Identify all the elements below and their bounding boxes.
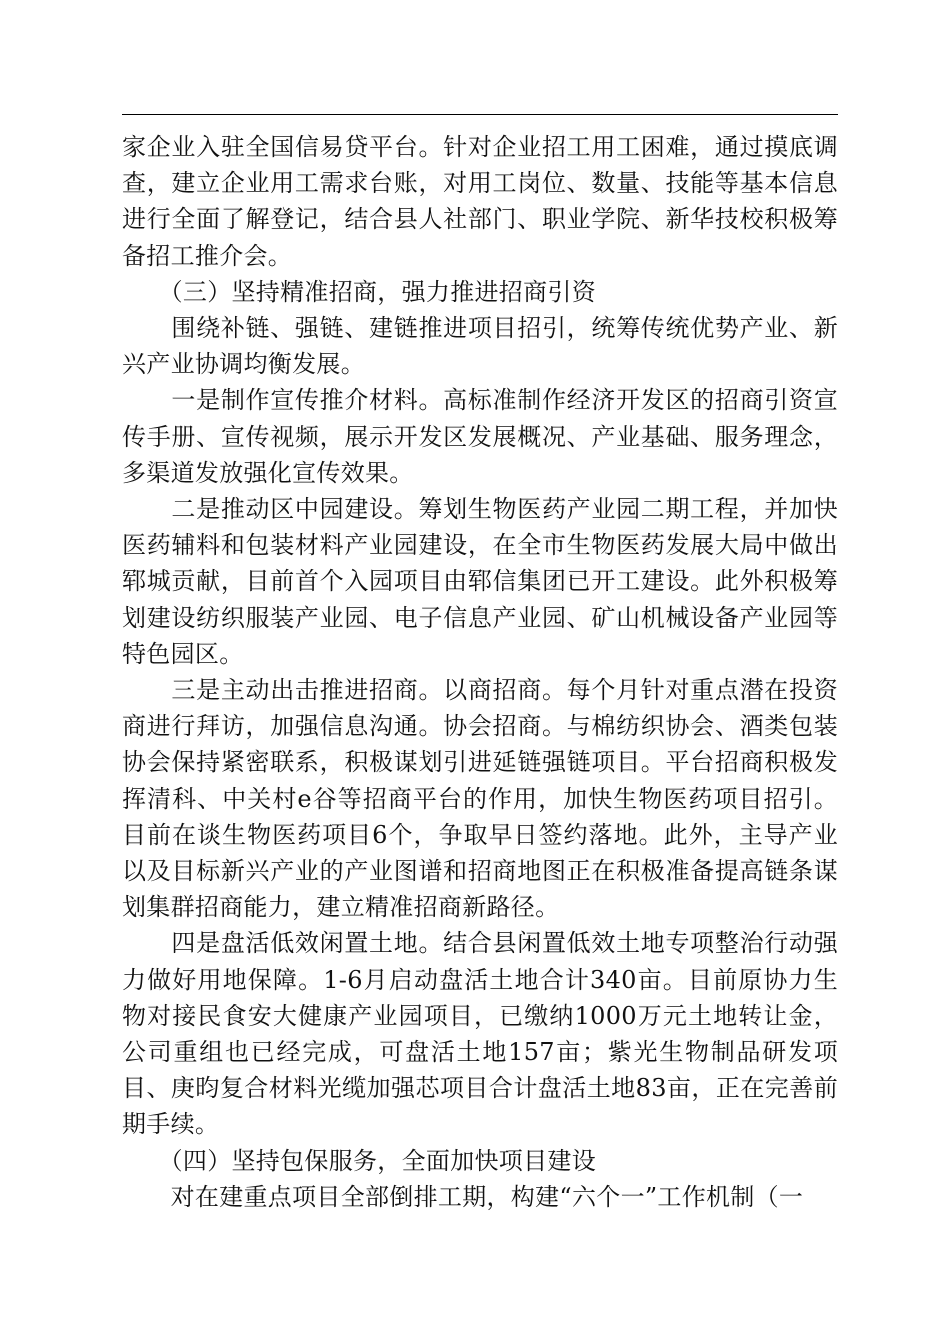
header-rule (122, 114, 838, 115)
paragraph-intro: 围绕补链、强链、建链推进项目招引，统筹传统优势产业、新兴产业协调均衡发展。 (122, 314, 838, 379)
paragraph-item-3: 三是主动出击推进招商。以商招商。每个月针对重点潜在投资商进行拜访，加强信息沟通。协会招商。与棉纺织协会、酒类包装协会保持紧密联系，积极谋划引进延链强链项目。平台招商积极发挥清科、中关村e谷等招商平台的作用，加快生物医药项目招引。目前在谈生物医药项目6个，争取早日签约落地。此外，主导产业以及目标新兴产业的产业图谱和招商地图正在积极准备提高链条谋划集群招商能力，建立精准招商新路径。 (122, 676, 838, 922)
paragraph-continuation: 家企业入驻全国信易贷平台。针对企业招工用工困难，通过摸底调查，建立企业用工需求台账，对用工岗位、数量、技能等基本信息进行全面了解登记，结合县人社部门、职业学院、新华技校积极筹备招工推介会。 (122, 133, 838, 270)
paragraph-truncated: 对在建重点项目全部倒排工期，构建“六个一”工作机制（一 (122, 1182, 804, 1211)
body-text (122, 129, 838, 1215)
section-heading-3: （三）坚持精准招商，强力推进招商引资 (122, 277, 596, 306)
paragraph-item-1: 一是制作宣传推介材料。高标准制作经济开发区的招商引资宣传手册、宣传视频，展示开发区发展概况、产业基础、服务理念，多渠道发放强化宣传效果。 (122, 386, 838, 487)
section-heading-4: （四）坚持包保服务，全面加快项目建设 (122, 1146, 596, 1175)
paragraph-item-2: 二是推动区中园建设。筹划生物医药产业园二期工程，并加快医药辅料和包装材料产业园建设，在全市生物医药发展大局中做出郓城贡献，目前首个入园项目由郓信集团已开工建设。此外积极筹划建设纺织服装产业园、电子信息产业园、矿山机械设备产业园等特色园区。 (122, 495, 838, 668)
paragraph-item-4: 四是盘活低效闲置土地。结合县闲置低效土地专项整治行动强力做好用地保障。1-6月启动盘活土地合计340亩。目前原协力生物对接民食安大健康产业园项目，已缴纳1000万元土地转让金，公司重组也已经完成，可盘活土地157亩；紫光生物制品研发项目、庚昀复合材料光缆加强芯项目合计盘活土地83亩，正在完善前期手续。 (122, 929, 838, 1139)
